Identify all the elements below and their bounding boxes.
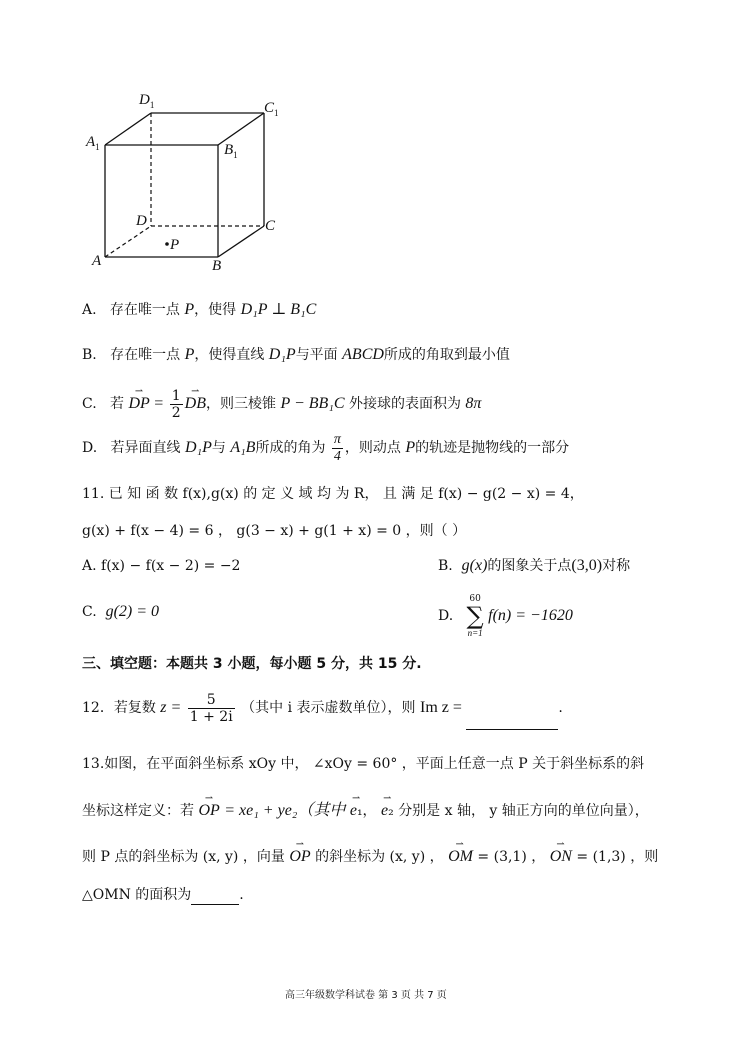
- cube-figure: [0, 0, 752, 290]
- q11-option-c: C. g(2) = 0: [82, 603, 160, 620]
- label-d1: $D_1$: [139, 92, 155, 110]
- label-c1: $C_1$: [264, 100, 279, 118]
- label-b: B: [212, 258, 222, 274]
- q11-line1: 11. 已 知 函 数 f(x),g(x) 的 定 义 域 均 为 R， 且 满 足 f(x) − g(2 − x) = 4，: [82, 486, 584, 502]
- q13-line3: 则 P 点的斜坐标为 (x, y) ，向量 ⇀ OP 的斜坐标为 (x, y) ， ⇀ OM = (3,1) ， ⇀ ON = (1,3) ，则: [82, 847, 658, 867]
- q13-line4: △OMN 的面积为 .: [82, 887, 244, 903]
- q13-line2: 坐标这样定义：若 ⇀ OP = xe₁ + ye₂（其中 ⇀ e₁， ⇀ e₂ 分别是 x 轴， y 轴正方向的单位向量），: [82, 801, 649, 821]
- page-footer: 高三年级数学科试卷 第 3 页 共 7 页: [285, 990, 447, 1001]
- q11-option-b: B. g(x)的图象关于点(3,0)对称: [438, 557, 631, 574]
- option-10d: D. 若异面直线 D₁P与 A₁B所成的角为 $\frac{\pi}{4}$ ，则动点 P的轨迹是抛物线的一部分: [82, 431, 570, 464]
- section-3-heading: 三、填空题：本题共 3 小题，每小题 5 分，共 15 分.: [82, 656, 422, 672]
- q11-option-a: A. f(x) − f(x − 2) = −2: [82, 558, 241, 574]
- label-c: C: [265, 218, 276, 234]
- option-10b: B. 存在唯一点 P，使得直线 D₁P与平面 ABCD所成的角取到最小值: [82, 346, 510, 363]
- label-p: P: [170, 237, 180, 253]
- q12-answer-blank[interactable]: [466, 711, 558, 730]
- q13-answer-blank[interactable]: [191, 888, 239, 905]
- label-b1: $B_1$: [224, 142, 238, 160]
- q12: 12．若复数 z = $\frac{5}{1 + 2i}$ （其中 i 表示虚数单位），则 Im z = .: [82, 686, 563, 730]
- label-d: D: [136, 213, 147, 229]
- label-a: A: [92, 253, 102, 269]
- q13-line1: 13.如图，在平面斜坐标系 xOy 中， ∠xOy = 60° ，平面上任意一点 P 关于斜坐标系的斜: [82, 756, 645, 772]
- label-a1: $A_1$: [86, 134, 100, 152]
- point-p-dot: [165, 242, 169, 246]
- option-10a: A. 存在唯一点 P，使得 D₁P ⊥ B₁C: [82, 301, 317, 318]
- q11-line2: g(x) + f(x − 4) = 6 ， g(3 − x) + g(1 + x) = 0 ，则（ ）: [82, 523, 467, 539]
- option-10c: C. 若 ⇀ DP = $\frac{1}{2}$ ⇀ DB，则三棱锥 P − BB₁C 外接球的表面积为 8π: [82, 384, 481, 424]
- q11-option-d: D. 60 ∑ n=1 f(n) = −1620: [438, 594, 573, 638]
